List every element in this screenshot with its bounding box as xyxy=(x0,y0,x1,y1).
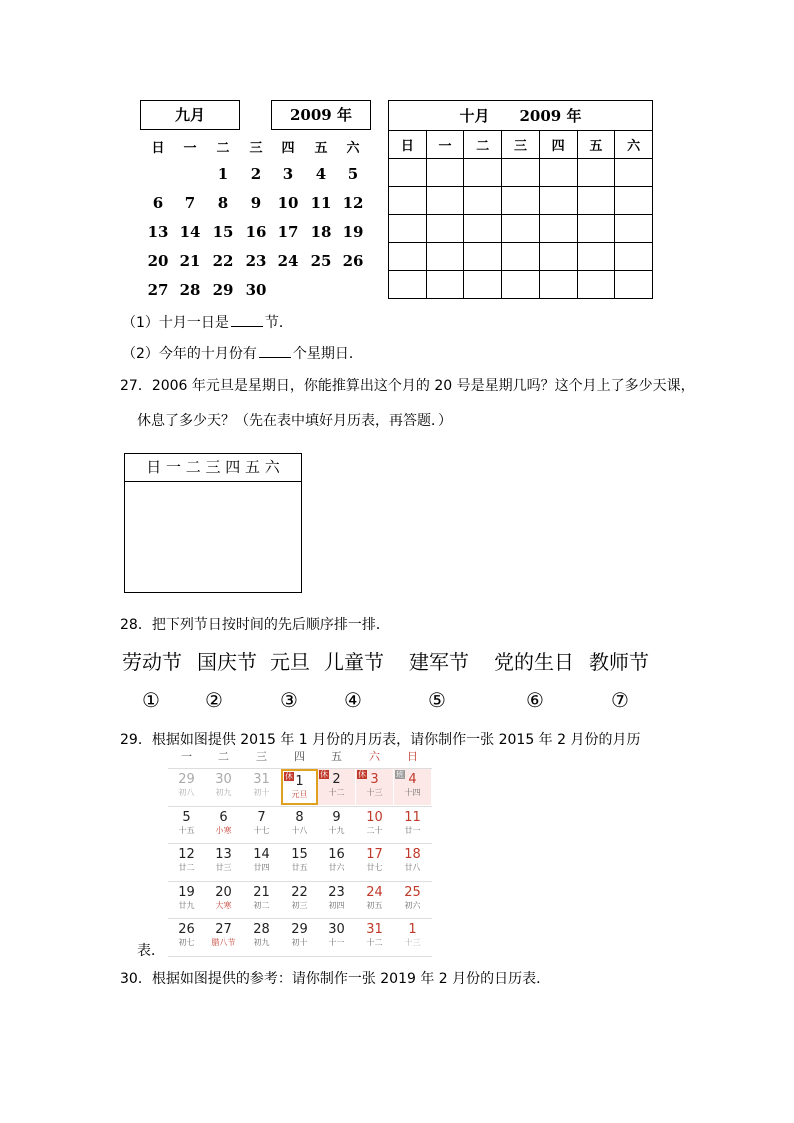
lunar-label: 初九 xyxy=(253,938,270,947)
lunar-label: 二十 xyxy=(366,825,383,835)
holiday-badge: 休 xyxy=(285,772,293,781)
circled-number: ② xyxy=(205,688,223,712)
blank-cell[interactable] xyxy=(464,215,502,243)
weekday-label: 五 xyxy=(314,141,328,156)
day-cell: 1 xyxy=(217,165,229,183)
day-number: 16 xyxy=(328,847,345,862)
calendar-day-cell[interactable] xyxy=(205,919,242,955)
lunar-label: 小寒 xyxy=(215,825,232,835)
weekday-label: 日 xyxy=(151,141,165,156)
q27-calendar-box[interactable] xyxy=(124,453,302,593)
calendar-day-cell[interactable] xyxy=(205,807,242,843)
day-cell: 17 xyxy=(277,223,299,241)
lunar-label: 元旦 xyxy=(291,790,308,799)
day-cell: 15 xyxy=(212,223,234,241)
weekday-label: 四 xyxy=(539,131,577,159)
q28-prompt: 28．把下列节日按时间的先后顺序排一排． xyxy=(120,617,390,633)
weekday-label: 一 xyxy=(426,131,464,159)
day-cell: 3 xyxy=(282,165,294,183)
day-number: 14 xyxy=(253,847,270,862)
blank-cell[interactable] xyxy=(464,187,502,215)
day-number: 25 xyxy=(404,884,421,900)
day-cell: 30 xyxy=(245,281,267,299)
q26-part2 xyxy=(122,343,363,363)
calendar-day-cell[interactable] xyxy=(205,769,242,805)
day-number: 18 xyxy=(404,847,421,862)
blank-cell[interactable] xyxy=(539,215,577,243)
calendar-day-cell[interactable] xyxy=(281,882,318,918)
calendar-day-cell[interactable] xyxy=(168,769,205,805)
day-cell: 8 xyxy=(217,194,229,212)
day-cell: 25 xyxy=(310,252,332,270)
q30-prompt: 30．根据如图提供的参考：请你制作一张 2019 年 2 月份的日历表． xyxy=(120,971,551,987)
day-cell: 13 xyxy=(147,223,169,241)
calendar-day-cell[interactable] xyxy=(168,844,205,880)
blank-cell[interactable] xyxy=(389,159,427,187)
blank-cell[interactable] xyxy=(539,159,577,187)
day-cell: 10 xyxy=(277,194,299,212)
day-number: 24 xyxy=(366,884,383,900)
day-number: 2 xyxy=(332,772,341,787)
q27-weekday-header: 日 一 二 三 四 五 六 xyxy=(125,454,301,482)
lunar-label: 初二 xyxy=(253,900,270,910)
calendar-day-cell[interactable] xyxy=(243,769,280,805)
october-weekday-header xyxy=(389,131,653,159)
lunar-label: 大寒 xyxy=(215,900,232,910)
day-number: 15 xyxy=(291,847,308,862)
day-cell: 26 xyxy=(342,252,364,270)
day-number: 17 xyxy=(366,847,383,862)
blank-cell[interactable] xyxy=(577,271,615,299)
day-number: 3 xyxy=(370,772,379,787)
september-month-box xyxy=(140,100,240,130)
october-blank-row xyxy=(389,271,653,299)
circled-number: ⑥ xyxy=(526,688,544,712)
lunar-label: 初八 xyxy=(178,788,195,797)
lunar-label: 廿四 xyxy=(253,863,270,872)
day-cell: 18 xyxy=(310,223,332,241)
weekday-label: 二 xyxy=(464,131,502,159)
september-month-label: 九月 xyxy=(174,106,205,124)
day-number: 31 xyxy=(253,772,270,787)
circled-number: ③ xyxy=(280,688,298,712)
day-cell: 29 xyxy=(212,281,234,299)
calendar-day-cell[interactable] xyxy=(243,882,280,918)
blank-cell[interactable] xyxy=(615,159,653,187)
blank-cell[interactable] xyxy=(389,243,427,271)
q26-part1-prefix: （1）十月一日是 xyxy=(122,315,229,331)
calendar-day-cell[interactable] xyxy=(356,807,393,843)
calendar-day-cell[interactable] xyxy=(356,919,393,955)
blank-cell[interactable] xyxy=(426,271,464,299)
day-number: 23 xyxy=(328,884,345,900)
q27-text-line2: 休息了多少天？（先在表中填好月历表，再答题．） xyxy=(137,413,452,429)
day-number: 30 xyxy=(215,772,232,787)
blank-cell[interactable] xyxy=(539,243,577,271)
october-title: 十月 2009 年 xyxy=(389,101,653,131)
day-number: 20 xyxy=(215,884,232,900)
q29-tail: 表． xyxy=(137,943,165,959)
festival-labor-day: 劳动节 xyxy=(122,650,182,674)
day-cell: 28 xyxy=(179,281,201,299)
calendar-day-cell[interactable] xyxy=(281,919,318,955)
day-cell: 24 xyxy=(277,252,299,270)
blank-cell[interactable] xyxy=(464,243,502,271)
circled-number: ① xyxy=(142,688,160,712)
weekday-label: 三 xyxy=(256,750,267,763)
day-number: 28 xyxy=(253,922,270,937)
day-number: 7 xyxy=(257,809,266,825)
day-cell: 16 xyxy=(245,223,267,241)
calendar-day-cell[interactable] xyxy=(318,882,355,918)
weekday-label: 一 xyxy=(183,141,197,156)
day-number: 1 xyxy=(295,774,304,789)
row-divider xyxy=(168,956,432,957)
blank-cell[interactable] xyxy=(426,187,464,215)
lunar-label: 廿九 xyxy=(178,900,195,910)
october-calendar-table xyxy=(388,100,653,299)
day-cell: 22 xyxy=(212,252,234,270)
lunar-label: 十七 xyxy=(253,825,270,835)
lunar-label: 初六 xyxy=(404,900,421,910)
day-number: 13 xyxy=(215,847,232,862)
q26-part2-suffix: 个星期日． xyxy=(292,346,363,362)
lunar-label: 初五 xyxy=(366,900,383,910)
day-number: 29 xyxy=(291,922,308,937)
weekday-label: 六 xyxy=(346,141,360,156)
day-cell: 7 xyxy=(184,194,196,212)
weekday-label: 四 xyxy=(294,750,305,763)
blank-cell[interactable] xyxy=(464,271,502,299)
october-blank-row xyxy=(389,215,653,243)
holiday-badge: 班 xyxy=(396,770,404,779)
day-cell: 20 xyxy=(147,252,169,270)
weekday-label: 二 xyxy=(218,750,229,763)
lunar-label: 十四 xyxy=(404,788,421,797)
circled-number: ④ xyxy=(344,688,362,712)
blank-cell[interactable] xyxy=(502,271,540,299)
circled-number: ⑦ xyxy=(611,688,629,712)
blank-cell[interactable] xyxy=(615,215,653,243)
day-number: 5 xyxy=(182,809,191,825)
weekday-label: 日 xyxy=(389,131,427,159)
lunar-label: 廿一 xyxy=(404,825,421,835)
blank-cell[interactable] xyxy=(502,187,540,215)
blank-cell[interactable] xyxy=(539,271,577,299)
day-number: 12 xyxy=(178,847,195,862)
day-number: 1 xyxy=(408,922,417,937)
lunar-label: 初四 xyxy=(328,900,345,910)
lunar-label: 廿七 xyxy=(366,863,383,872)
day-number: 30 xyxy=(328,922,345,937)
lunar-label: 十二 xyxy=(366,938,383,947)
q26-part1 xyxy=(122,312,293,332)
calendar-day-cell[interactable] xyxy=(318,919,355,955)
blank-cell[interactable] xyxy=(426,159,464,187)
weekday-label: 六 xyxy=(615,131,653,159)
calendar-day-cell[interactable] xyxy=(356,844,393,880)
blank-cell[interactable] xyxy=(577,187,615,215)
day-number: 8 xyxy=(295,809,304,825)
lunar-label: 初十 xyxy=(253,788,270,797)
lunar-label: 廿三 xyxy=(215,863,232,872)
blank-cell[interactable] xyxy=(577,159,615,187)
blank-cell[interactable] xyxy=(389,271,427,299)
lunar-label: 十一 xyxy=(328,938,345,947)
day-cell: 21 xyxy=(179,252,201,270)
calendar-day-cell[interactable] xyxy=(168,882,205,918)
lunar-label: 腊八节 xyxy=(211,938,236,947)
calendar-day-cell[interactable] xyxy=(168,807,205,843)
day-cell: 14 xyxy=(179,223,201,241)
september-year-label: 2009 年 xyxy=(290,106,352,124)
weekday-label: 四 xyxy=(281,141,295,156)
blank-cell[interactable] xyxy=(426,215,464,243)
calendar-day-cell[interactable] xyxy=(394,919,431,955)
q27-text-line1: 27．2006 年元旦是星期日，你能推算出这个月的 20 号是星期几吗？这个月上了多少天课， xyxy=(120,378,695,394)
calendar-day-cell[interactable] xyxy=(394,769,431,805)
weekday-label: 二 xyxy=(216,141,230,156)
day-cell: 6 xyxy=(152,194,164,212)
calendar-day-cell[interactable] xyxy=(356,882,393,918)
festival-childrens-day: 儿童节 xyxy=(324,650,384,674)
day-number: 26 xyxy=(178,922,195,937)
calendar-day-cell[interactable] xyxy=(318,769,355,805)
day-cell: 12 xyxy=(342,194,364,212)
calendar-day-cell[interactable] xyxy=(243,807,280,843)
calendar-day-cell[interactable] xyxy=(281,807,318,843)
holiday-badge: 休 xyxy=(358,770,366,779)
day-number: 29 xyxy=(178,772,195,787)
day-cell: 27 xyxy=(147,281,169,299)
calendar-day-cell[interactable] xyxy=(243,919,280,955)
blank-cell[interactable] xyxy=(426,243,464,271)
lunar-label: 初七 xyxy=(178,938,195,947)
answer-blank[interactable] xyxy=(231,314,263,327)
calendar-day-cell[interactable] xyxy=(281,844,318,880)
day-number: 31 xyxy=(366,922,383,937)
weekday-label: 日 xyxy=(407,750,418,763)
weekday-label: 五 xyxy=(331,750,342,763)
day-number: 4 xyxy=(408,772,417,787)
q29-prompt: 29．根据如图提供 2015 年 1 月份的月历表，请你制作一张 2015 年 2 月份的月历 xyxy=(120,732,641,748)
day-number: 21 xyxy=(253,884,270,900)
weekday-label: 五 xyxy=(577,131,615,159)
calendar-day-cell[interactable] xyxy=(394,882,431,918)
blank-cell[interactable] xyxy=(615,271,653,299)
holiday-badge: 休 xyxy=(320,770,328,779)
day-cell: 4 xyxy=(315,165,327,183)
january-weekday-header xyxy=(168,748,432,766)
calendar-day-cell[interactable] xyxy=(394,807,431,843)
lunar-label: 廿八 xyxy=(404,863,421,872)
festival-teachers-day: 教师节 xyxy=(589,650,649,674)
blank-cell[interactable] xyxy=(539,187,577,215)
answer-blank[interactable] xyxy=(259,345,291,358)
day-number: 11 xyxy=(404,809,421,825)
october-blank-row xyxy=(389,243,653,271)
day-cell: 23 xyxy=(245,252,267,270)
blank-cell[interactable] xyxy=(389,187,427,215)
day-number: 10 xyxy=(366,809,383,825)
blank-cell[interactable] xyxy=(502,159,540,187)
day-number: 22 xyxy=(291,884,308,900)
day-cell: 5 xyxy=(347,165,359,183)
lunar-label: 初三 xyxy=(291,900,308,910)
weekday-label: 六 xyxy=(369,750,380,763)
blank-cell[interactable] xyxy=(577,243,615,271)
calendar-day-cell[interactable] xyxy=(243,844,280,880)
weekday-label: 三 xyxy=(502,131,540,159)
blank-cell[interactable] xyxy=(502,215,540,243)
lunar-label: 十三 xyxy=(404,938,421,947)
lunar-label: 十五 xyxy=(178,825,195,835)
calendar-day-cell[interactable] xyxy=(205,844,242,880)
q26-part1-suffix: 节． xyxy=(264,315,293,331)
lunar-label: 初九 xyxy=(215,788,232,797)
calendar-day-cell[interactable] xyxy=(318,844,355,880)
lunar-label: 十三 xyxy=(366,788,383,797)
lunar-label: 十八 xyxy=(291,825,308,835)
festival-national-day: 国庆节 xyxy=(197,650,257,674)
lunar-label: 廿五 xyxy=(291,863,308,872)
calendar-day-cell[interactable] xyxy=(356,769,393,805)
october-blank-row xyxy=(389,187,653,215)
weekday-label: 三 xyxy=(249,141,263,156)
lunar-label: 十二 xyxy=(328,788,345,797)
blank-cell[interactable] xyxy=(502,243,540,271)
day-cell: 11 xyxy=(310,194,332,212)
blank-cell[interactable] xyxy=(615,187,653,215)
september-year-box xyxy=(271,100,371,130)
october-blank-row xyxy=(389,159,653,187)
blank-cell[interactable] xyxy=(577,215,615,243)
circled-number: ⑤ xyxy=(428,688,446,712)
festival-new-year: 元旦 xyxy=(270,650,310,674)
festival-army-day: 建军节 xyxy=(409,650,469,674)
day-number: 19 xyxy=(178,884,195,900)
lunar-label: 初十 xyxy=(291,938,308,947)
festival-party-birthday: 党的生日 xyxy=(494,650,574,674)
day-number: 6 xyxy=(219,809,228,825)
day-cell: 19 xyxy=(342,223,364,241)
calendar-day-cell[interactable] xyxy=(205,882,242,918)
day-number: 9 xyxy=(332,809,341,825)
calendar-day-cell[interactable] xyxy=(318,807,355,843)
blank-cell[interactable] xyxy=(615,243,653,271)
day-cell: 9 xyxy=(250,194,262,212)
weekday-label: 一 xyxy=(181,750,192,763)
day-cell: 2 xyxy=(250,165,262,183)
blank-cell[interactable] xyxy=(389,215,427,243)
calendar-day-cell[interactable] xyxy=(394,844,431,880)
q26-part2-prefix: （2）今年的十月份有 xyxy=(122,346,257,362)
lunar-label: 十九 xyxy=(328,825,345,835)
calendar-day-cell[interactable] xyxy=(281,769,318,805)
lunar-label: 廿六 xyxy=(328,863,345,872)
calendar-day-cell[interactable] xyxy=(168,919,205,955)
day-number: 27 xyxy=(215,922,232,937)
blank-cell[interactable] xyxy=(464,159,502,187)
lunar-label: 廿二 xyxy=(178,863,195,872)
